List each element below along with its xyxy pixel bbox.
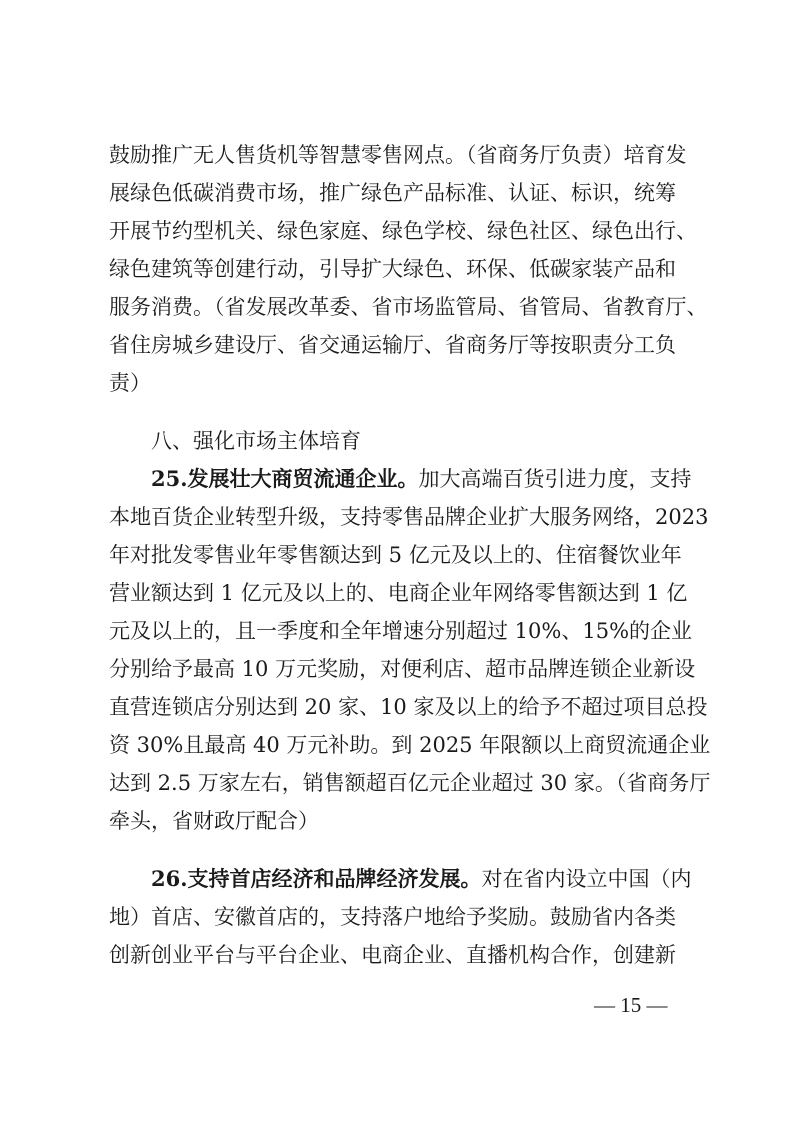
paragraph-line: 鼓励推广无人售货机等智慧零售网点。（省商务厅负责）培育发 [109, 143, 687, 167]
item-25-line: 分别给予最高 10 万元奖励，对便利店、超市品牌连锁企业新设 [109, 657, 696, 681]
item-25-line: 元及以上的，且一季度和全年增速分别超过 10%、15%的企业 [109, 619, 693, 643]
page-number: — 15 — [594, 993, 668, 1017]
item-25-line: 直营连锁店分别达到 20 家、10 家及以上的给予不超过项目总投 [109, 695, 708, 719]
item-26-title: 26.支持首店经济和品牌经济发展。 [151, 866, 482, 891]
item-25-first-line [151, 464, 731, 494]
section-heading: 八、强化市场主体培育 [151, 429, 361, 453]
item-25-line: 本地百货企业转型升级，支持零售品牌企业扩大服务网络，2023 [109, 505, 709, 529]
paragraph-line: 开展节约型机关、绿色家庭、绿色学校、绿色社区、绿色出行、 [109, 219, 697, 243]
paragraph-line: 服务消费。（省发展改革委、省市场监管局、省管局、省教育厅、 [109, 295, 708, 319]
paragraph-line: 展绿色低碳消费市场，推广绿色产品标准、认证、标识，统筹 [109, 181, 676, 205]
paragraph-line: 省住房城乡建设厅、省交通运输厅、省商务厅等按职责分工负 [109, 333, 676, 357]
item-25-first-line-text: 加大高端百货引进力度，支持 [418, 467, 692, 491]
item-25-line: 年对批发零售业年零售额达到 5 亿元及以上的、住宿餐饮业年 [109, 543, 682, 567]
item-25-title: 25.发展壮大商贸流通企业。 [151, 466, 419, 491]
item-26-line: 地）首店、安徽首店的，支持落户地给予奖励。鼓励省内各类 [109, 905, 676, 929]
item-25-line: 资 30%且最高 40 万元补助。到 2025 年限额以上商贸流通企业 [109, 733, 711, 757]
item-26-first-line [151, 864, 731, 894]
item-25-line: 牵头，省财政厅配合） [109, 809, 319, 833]
item-25-line: 营业额达到 1 亿元及以上的、电商企业年网络零售额达到 1 亿 [109, 581, 688, 605]
paragraph-line: 绿色建筑等创建行动，引导扩大绿色、环保、低碳家装产品和 [109, 257, 676, 281]
item-26-line: 创新创业平台与平台企业、电商企业、直播机构合作，创建新 [109, 943, 676, 967]
paragraph-line: 责） [109, 371, 151, 395]
item-25-line: 达到 2.5 万家左右，销售额超百亿元企业超过 30 家。（省商务厅 [109, 771, 711, 795]
item-26-first-line-text: 对在省内设立中国（内 [481, 867, 692, 891]
